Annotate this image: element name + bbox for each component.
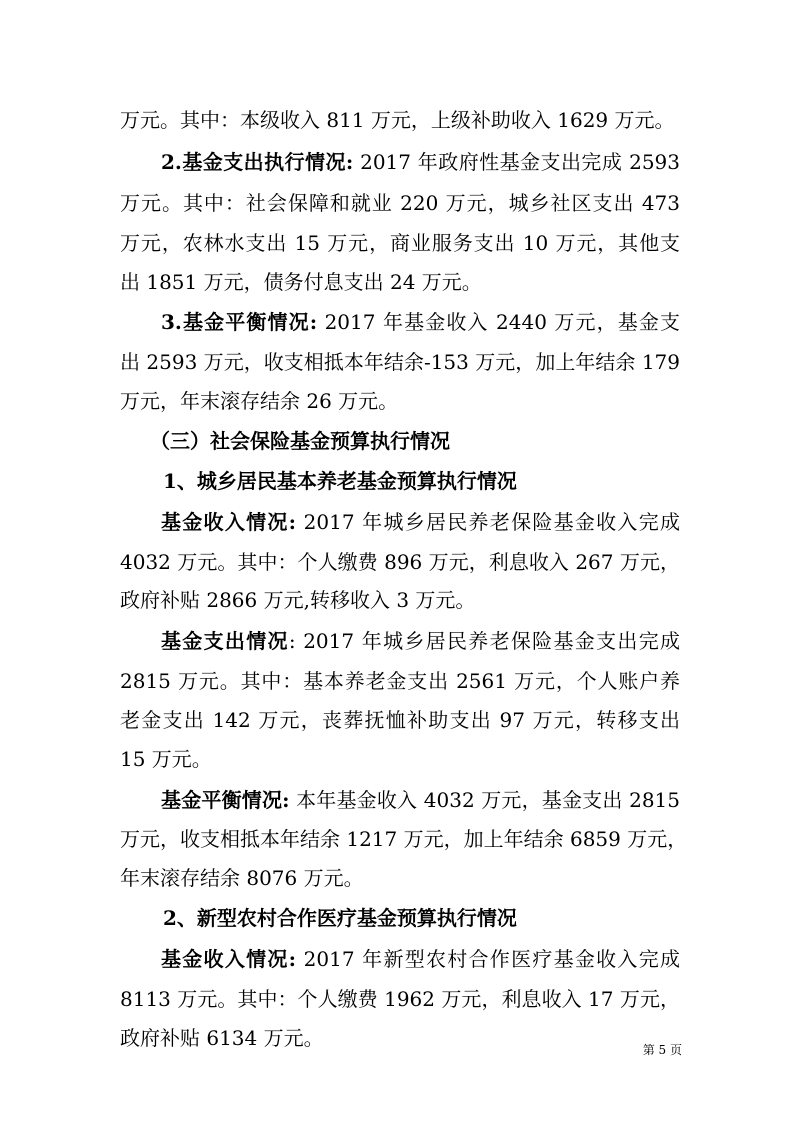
body-line (161, 506, 680, 538)
line-label: 基金收入情况: (161, 947, 297, 971)
subsection-heading (163, 902, 680, 934)
subsection-heading-text: 1、城乡居民基本养老基金预算执行情况 (163, 469, 517, 493)
body-line (120, 266, 680, 298)
line-text: 万元，收支相抵本年结余 1217 万元，加上年结余 6859 万元， (120, 827, 688, 851)
body-line (120, 346, 680, 378)
body-line (120, 704, 680, 736)
line-text: 政府补贴 2866 万元,转移收入 3 万元。 (120, 588, 476, 612)
body-line (120, 546, 680, 578)
body-line (161, 306, 680, 338)
line-text: 万元，农林水支出 15 万元，商业服务支出 10 万元，其他支 (120, 231, 680, 255)
line-text: 老金支出 142 万元，丧葬抚恤补助支出 97 万元，转移支出 (120, 708, 680, 732)
line-text: 出 2593 万元，收支相抵本年结余-153 万元，加上年结余 179 (120, 350, 680, 374)
line-text: 15 万元。 (120, 747, 212, 771)
page-number: 第 5 页 (642, 1043, 682, 1057)
body-line (120, 104, 680, 136)
body-line (120, 1022, 680, 1054)
line-label: 2.基金支出执行情况: (161, 150, 354, 174)
line-text: 2017 年政府性基金支出完成 2593 (353, 150, 680, 174)
body-line (120, 584, 680, 616)
line-text: 万元。其中：本级收入 811 万元，上级补助收入 1629 万元。 (120, 108, 675, 132)
body-line (161, 784, 680, 816)
line-text: 万元。其中：社会保障和就业 220 万元，城乡社区支出 473 (120, 191, 680, 215)
line-text: 本年基金收入 4032 万元，基金支出 2815 (289, 788, 680, 812)
line-label: 基金收入情况: (161, 510, 297, 534)
line-text: 2017 年基金收入 2440 万元，基金支 (317, 310, 681, 334)
body-line (120, 823, 688, 855)
body-line (161, 625, 680, 657)
body-line (120, 743, 680, 775)
section-heading (150, 425, 680, 457)
section-heading-text: （三）社会保险基金预算执行情况 (150, 429, 450, 453)
line-text: : 2017 年城乡居民养老保险基金支出完成 (288, 629, 680, 653)
body-line (120, 862, 680, 894)
line-text: 2017 年城乡居民养老保险基金收入完成 (296, 510, 680, 534)
line-text: 出 1851 万元，债务付息支出 24 万元。 (120, 270, 482, 294)
body-line (120, 227, 680, 259)
line-text: 万元，年末滚存结余 26 万元。 (120, 389, 399, 413)
subsection-heading-text: 2、新型农村合作医疗基金预算执行情况 (163, 906, 517, 930)
body-line (120, 665, 680, 697)
line-text: 4032 万元。其中：个人缴费 896 万元，利息收入 267 万元， (120, 550, 680, 574)
body-line (120, 983, 680, 1015)
body-line (161, 146, 680, 178)
line-text: 年末滚存结余 8076 万元。 (120, 866, 364, 890)
body-line (161, 943, 680, 975)
line-label: 基金支出情况 (161, 629, 289, 653)
body-line (120, 385, 680, 417)
subsection-heading (163, 465, 680, 497)
line-text: 8113 万元。其中：个人缴费 1962 万元，利息收入 17 万元， (120, 987, 680, 1011)
line-label: 基金平衡情况: (161, 788, 290, 812)
line-text: 2815 万元。其中：基本养老金支出 2561 万元，个人账户养 (120, 669, 680, 693)
line-text: 政府补贴 6134 万元。 (120, 1026, 324, 1050)
body-line (120, 187, 680, 219)
line-text: 2017 年新型农村合作医疗基金收入完成 (296, 947, 680, 971)
line-label: 3.基金平衡情况: (161, 310, 318, 334)
